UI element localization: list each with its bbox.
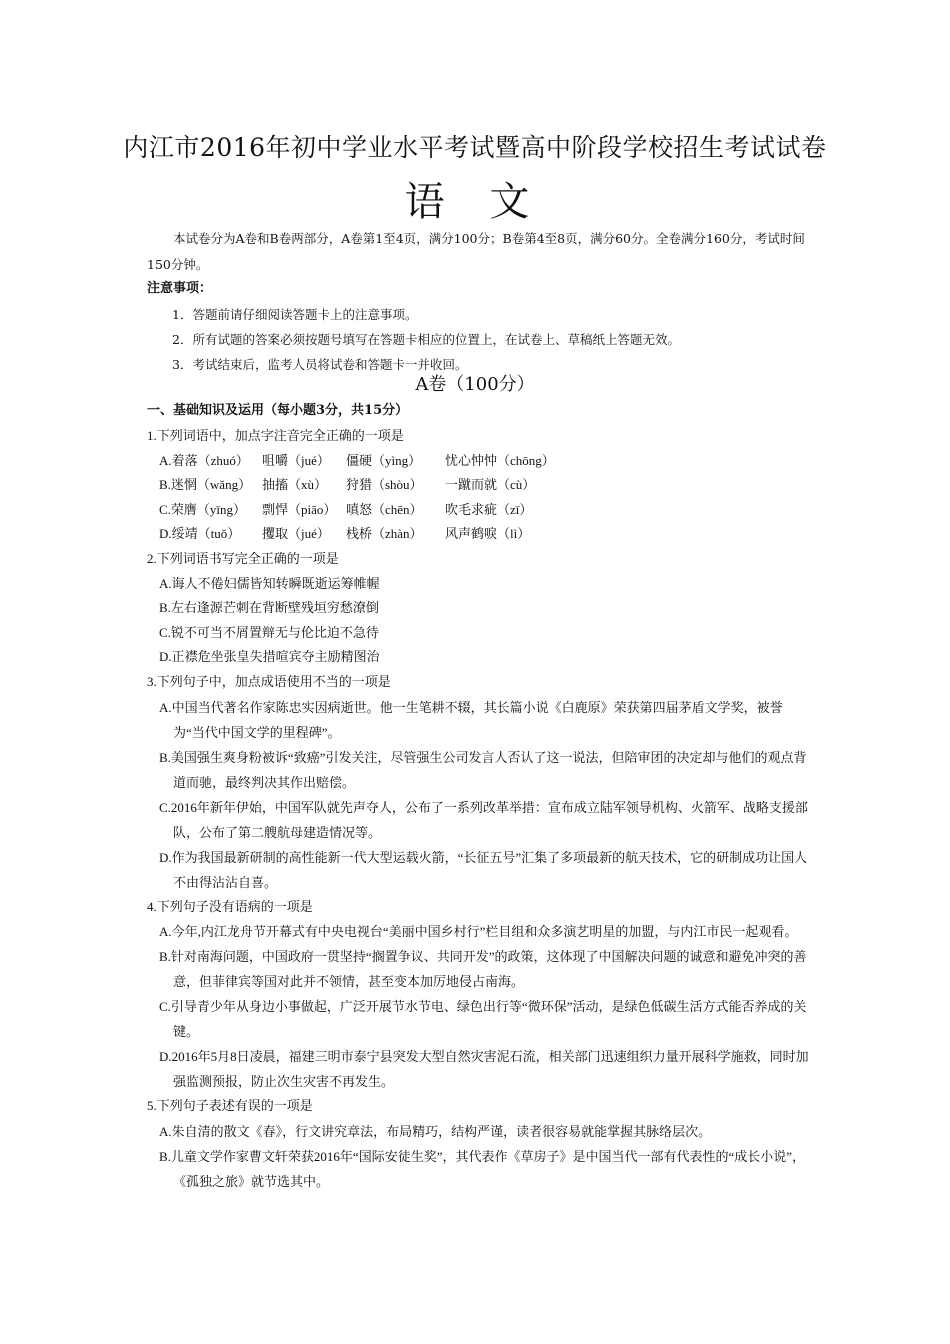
subject-title: 语 文	[404, 179, 546, 225]
option-item: 攫取（jué）	[262, 526, 330, 542]
question-stem: 3.下列句子中，加点成语使用不当的一项是	[147, 673, 391, 689]
option-item: 狩猎（shòu）	[346, 477, 423, 493]
option-item: A.中国当代著名作家陈忠实因病逝世。他一生笔耕不辍，其长篇小说《白鹿原》荣获第四届茅盾文学奖，被誉为“当代中国文学的里程碑”。	[159, 699, 783, 740]
option-item: B.美国强生爽身粉被诉“致癌”引发关注，尽管强生公司发言人否认了这一说法，但陪审团的决定却与他们的观点背道而驰，最终判决其作出赔偿。	[159, 749, 807, 790]
option-item: D.绥靖（tuǒ）	[159, 526, 241, 542]
option-item: C.锐不可当不屑置辩无与伦比迫不急待	[159, 624, 379, 640]
option-item: D.2016年5月8日凌晨，福建三明市泰宁县突发大型自然灾害泥石流，相关部门迅速组织力量开展科学施救，同时加强监测预报，防止次生灾害不再发生。	[159, 1049, 809, 1090]
option-row	[147, 522, 812, 547]
option-item: D.正襟危坐张皇失措喧宾夺主励精图治	[159, 649, 380, 665]
notice-list	[172, 302, 812, 377]
notice-item: 1．答题前请仔细阅读答题卡上的注意事项。	[172, 307, 418, 322]
option-row	[147, 449, 812, 474]
option-item: C.引导青少年从身边小事做起，广泛开展节水节电、绿色出行等“微环保”活动，是绿色低碳生活方式能否养成的关键。	[159, 999, 807, 1040]
question-list	[147, 424, 812, 1194]
section-heading: 一、基础知识及运用（每小题3分，共15分）	[147, 403, 409, 418]
option-item: A.今年,内江龙舟节开幕式有中央电视台“美丽中国乡村行”栏目组和众多演艺明星的加盟，与内江市民一起观看。	[159, 924, 798, 940]
option-item: 吹毛求疵（zī）	[445, 501, 533, 517]
option-item: 剽悍（piāo）	[262, 501, 337, 517]
question-stem: 2.下列词语书写完全正确的一项是	[147, 550, 339, 566]
option-item: 抽搐（xù）	[262, 477, 328, 493]
option-item: B.左右逢源芒刺在背断壁残垣穷愁潦倒	[159, 600, 379, 616]
exam-title: 内江市2016年初中学业水平考试暨高中阶段学校招生考试试卷	[123, 133, 827, 162]
notice-heading: 注意事项：	[147, 281, 213, 296]
option-item: 风声鹤唳（lì）	[445, 526, 531, 542]
option-item: 僵硬（yìng）	[346, 452, 422, 468]
notice-item: 2．所有试题的答案必须按题号填写在答题卡相应的位置上，在试卷上、草稿纸上答题无效。	[172, 332, 680, 347]
exam-intro: 本试卷分为A卷和B卷两部分，A卷第1至4页，满分100分；B卷第4至8页，满分60分。全卷满分160分，考试时间150分钟。	[147, 231, 805, 272]
option-item: B.针对南海问题，中国政府一贯坚持“搁置争议、共同开发”的政策，这体现了中国解决问题的诚意和避免冲突的善意，但菲律宾等国对此并不领情，甚至变本加厉地侵占南海。	[159, 949, 807, 990]
volume-a-heading: A卷（100分）	[415, 374, 535, 395]
question-stem: 4.下列句子没有语病的一项是	[147, 898, 313, 914]
option-item: A.着落（zhuó）	[159, 452, 249, 468]
option-item: A.诲人不倦妇儒皆知转瞬既逝运筹帷幄	[159, 575, 380, 591]
option-item: C.2016年新年伊始，中国军队就先声夺人，公布了一系列改革举措：宣布成立陆军领导机构、火箭军、战略支援部队，公布了第二艘航母建造情况等。	[159, 799, 808, 840]
option-item: 咀嚼（jué）	[262, 452, 330, 468]
option-item: 忧心忡忡（chōng）	[445, 452, 555, 468]
option-item: B.儿童文学作家曹文轩荣获2016年“国际安徒生奖”，其代表作《草房子》是中国当代一部有代表性的“成长小说”，《孤独之旅》就节选其中。	[159, 1148, 806, 1189]
notice-item: 3．考试结束后，监考人员将试卷和答题卡一并收回。	[172, 357, 468, 372]
option-item: 栈桥（zhàn）	[346, 526, 423, 542]
option-item: B.迷惘（wǎng）	[159, 477, 252, 493]
option-item: D.作为我国最新研制的高性能新一代大型运载火箭，“长征五号”汇集了多项最新的航天技术，它的研制成功让国人不由得沾沾自喜。	[159, 849, 808, 890]
option-item: A.朱自清的散文《春》，行文讲究章法，布局精巧，结构严谨，读者很容易就能掌握其脉络层次。	[159, 1123, 712, 1139]
question-stem: 5.下列句子表述有误的一项是	[147, 1098, 313, 1114]
option-item: 一蹴而就（cù）	[445, 477, 536, 493]
option-item: C.荣膺（yīng）	[159, 501, 247, 517]
option-item: 嗔怒（chēn）	[346, 501, 423, 517]
question-stem: 1.下列词语中，加点字注音完全正确的一项是	[147, 428, 404, 443]
option-row	[147, 498, 812, 523]
option-row	[147, 473, 812, 498]
